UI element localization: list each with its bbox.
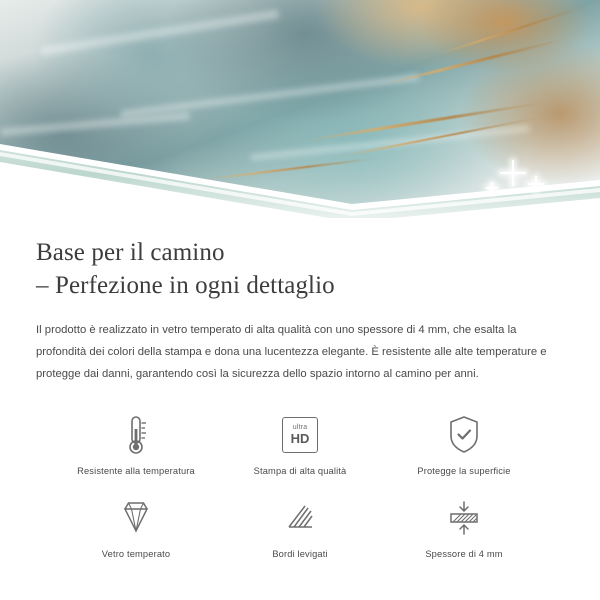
feature-polished-edges bbox=[218, 494, 382, 559]
feature-label: Protegge la superficie bbox=[417, 465, 511, 476]
feature-label: Bordi levigati bbox=[272, 548, 328, 559]
shield-check-icon bbox=[444, 411, 484, 459]
feature-surface-protection bbox=[382, 411, 546, 476]
hero-product-image bbox=[0, 0, 600, 218]
feature-thickness bbox=[382, 494, 546, 559]
description-paragraph: Il prodotto è realizzato in vetro temperato di alta qualità con uno spessore di 4 mm, che esalta la profondità dei colori della stampa e dona una lucentezza elegante. È resistente alle alte temperature e protegge dai danni, garantendo così la sicurezza dello spazio intorno al camino per anni. bbox=[36, 323, 547, 380]
feature-grid bbox=[36, 411, 564, 559]
page-title bbox=[36, 236, 564, 303]
feature-label: Resistente alla temperatura bbox=[77, 465, 195, 476]
polished-edges-icon bbox=[278, 494, 322, 542]
diamond-icon bbox=[114, 494, 158, 542]
feature-temperature-resistant bbox=[54, 411, 218, 476]
thermometer-icon bbox=[116, 411, 156, 459]
feature-high-quality-print bbox=[218, 411, 382, 476]
feature-label: Stampa di alta qualità bbox=[253, 465, 347, 476]
description-content bbox=[0, 218, 600, 559]
feature-tempered-glass bbox=[54, 494, 218, 559]
ultra-hd-badge-bottom: HD bbox=[290, 431, 310, 447]
feature-label: Spessore di 4 mm bbox=[425, 548, 503, 559]
headline-line-1: Base per il camino bbox=[36, 239, 225, 266]
headline-line-2: – Perfezione in ogni dettaglio bbox=[36, 272, 335, 300]
ultra-hd-badge-top: ultra bbox=[292, 424, 308, 432]
feature-label: Vetro temperato bbox=[101, 548, 171, 559]
ultra-hd-icon bbox=[282, 411, 318, 459]
thickness-arrows-icon bbox=[442, 494, 486, 542]
